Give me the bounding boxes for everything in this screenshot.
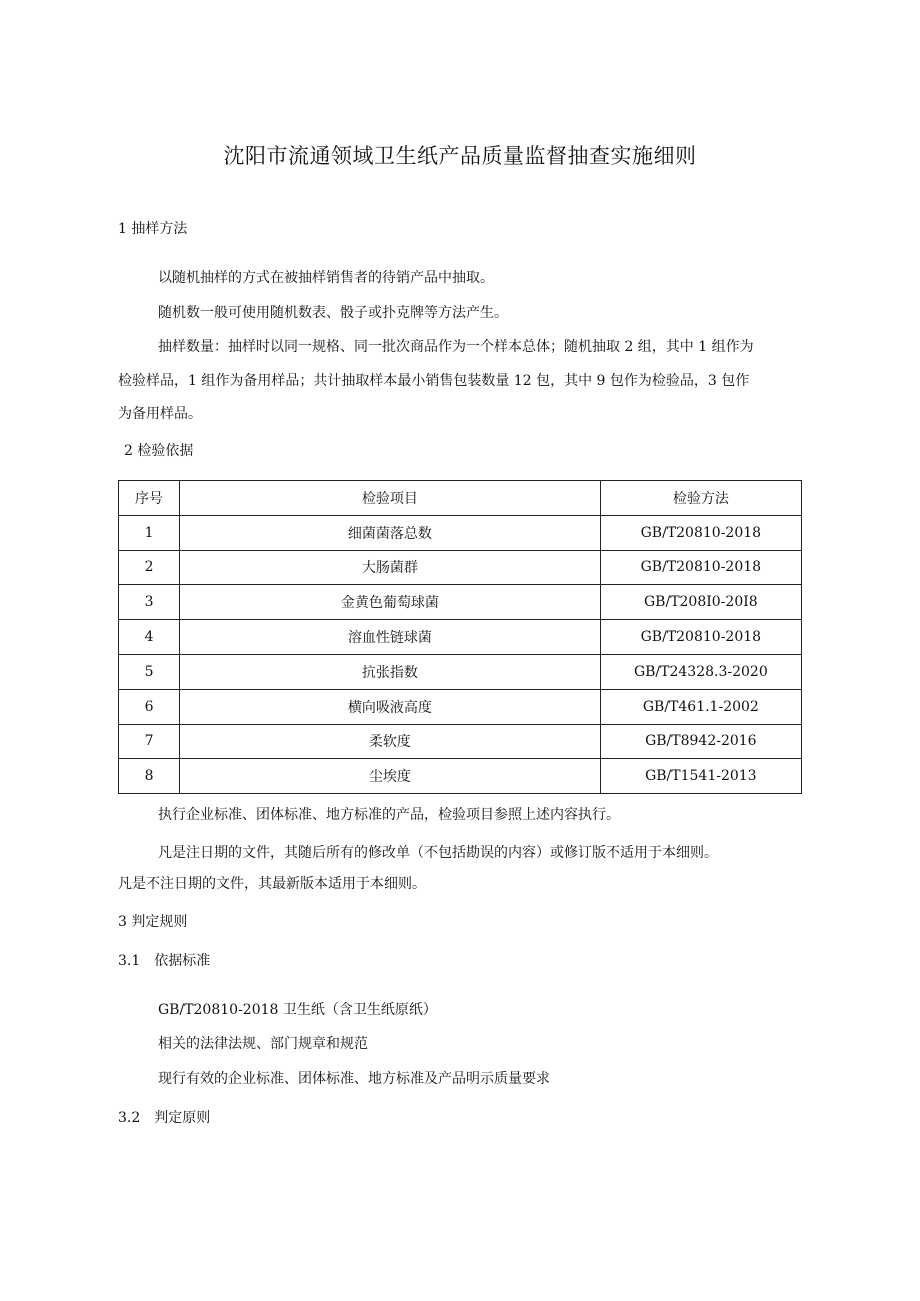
table-cell-index: 1 [119,515,180,550]
table-row [119,759,802,794]
table-row [119,515,802,550]
table-cell-index: 7 [119,724,180,759]
table-cell-method: GB/T24328.3-2020 [600,654,801,689]
section-1-paragraph-2: 随机数一般可使用随机数表、骰子或扑克牌等方法产生。 [158,305,508,321]
header-cell-index: 序号 [119,481,180,516]
table-cell-item: 大肠菌群 [180,550,601,585]
table-cell-item: 溶血性链球菌 [180,620,601,655]
table-cell-index: 8 [119,759,180,794]
table-cell-item: 横向吸液高度 [180,689,601,724]
section-2-note-2-line-1: 凡是注日期的文件，其随后所有的修改单（不包括勘误的内容）或修订版不适用于本细则。 [158,845,718,861]
table-cell-index: 5 [119,654,180,689]
section-1-paragraph-3-line-1: 抽样数量：抽样时以同一规格、同一批次商品作为一个样本总体；随机抽取 2 组，其中 1 组作为 [158,339,754,355]
document-title: 沈阳市流通领域卫生纸产品质量监督抽查实施细则 [223,144,697,168]
section-1-heading: 1 抽样方法 [118,221,188,237]
section-3-2-heading: 3.2 判定原则 [118,1110,211,1126]
table-row [119,620,802,655]
table-cell-item: 金黄色葡萄球菌 [180,585,601,620]
table-cell-item: 抗张指数 [180,654,601,689]
header-cell-method: 检验方法 [600,481,801,516]
table-cell-method: GB/T20810-2018 [600,550,801,585]
table-row [119,724,802,759]
header-cell-item: 检验项目 [180,481,601,516]
table-cell-index: 3 [119,585,180,620]
table-row [119,654,802,689]
table-cell-index: 2 [119,550,180,585]
standard-list-item: GB/T20810-2018 卫生纸（含卫生纸原纸） [158,1002,437,1018]
table-cell-item: 细菌菌落总数 [180,515,601,550]
table-row [119,550,802,585]
table-header-row [119,481,802,516]
section-2-heading: 2 检验依据 [124,443,194,459]
section-2-note-2-line-2: 凡是不注日期的文件，其最新版本适用于本细则。 [118,876,426,892]
table-cell-method: GB/T8942-2016 [600,724,801,759]
section-3-heading: 3 判定规则 [118,914,188,930]
table-row [119,689,802,724]
section-1-paragraph-3-line-3: 为备用样品。 [118,406,202,422]
table-cell-method: GB/T1541-2013 [600,759,801,794]
standard-list-item: 相关的法律法规、部门规章和规范 [158,1036,368,1052]
section-3-1-heading: 3.1 依据标准 [118,953,211,969]
section-1-paragraph-1: 以随机抽样的方式在被抽样销售者的待销产品中抽取。 [158,270,494,286]
table-cell-index: 6 [119,689,180,724]
section-1-paragraph-3-line-2: 检验样品，1 组作为备用样品；共计抽取样本最小销售包装数量 12 包，其中 9 包作为检验品，3 包作 [118,373,750,389]
standard-list-item: 现行有效的企业标准、团体标准、地方标准及产品明示质量要求 [158,1071,550,1087]
table-cell-method: GB/T20810-2018 [600,620,801,655]
table-row [119,585,802,620]
table-cell-index: 4 [119,620,180,655]
table-cell-item: 尘埃度 [180,759,601,794]
table-cell-method: GB/T20810-2018 [600,515,801,550]
table-cell-method: GB/T461.1-2002 [600,689,801,724]
section-2-note-1: 执行企业标准、团体标准、地方标准的产品，检验项目参照上述内容执行。 [158,807,620,823]
inspection-table [118,480,802,794]
table-cell-item: 柔软度 [180,724,601,759]
table-cell-method: GB/T208I0-20I8 [600,585,801,620]
